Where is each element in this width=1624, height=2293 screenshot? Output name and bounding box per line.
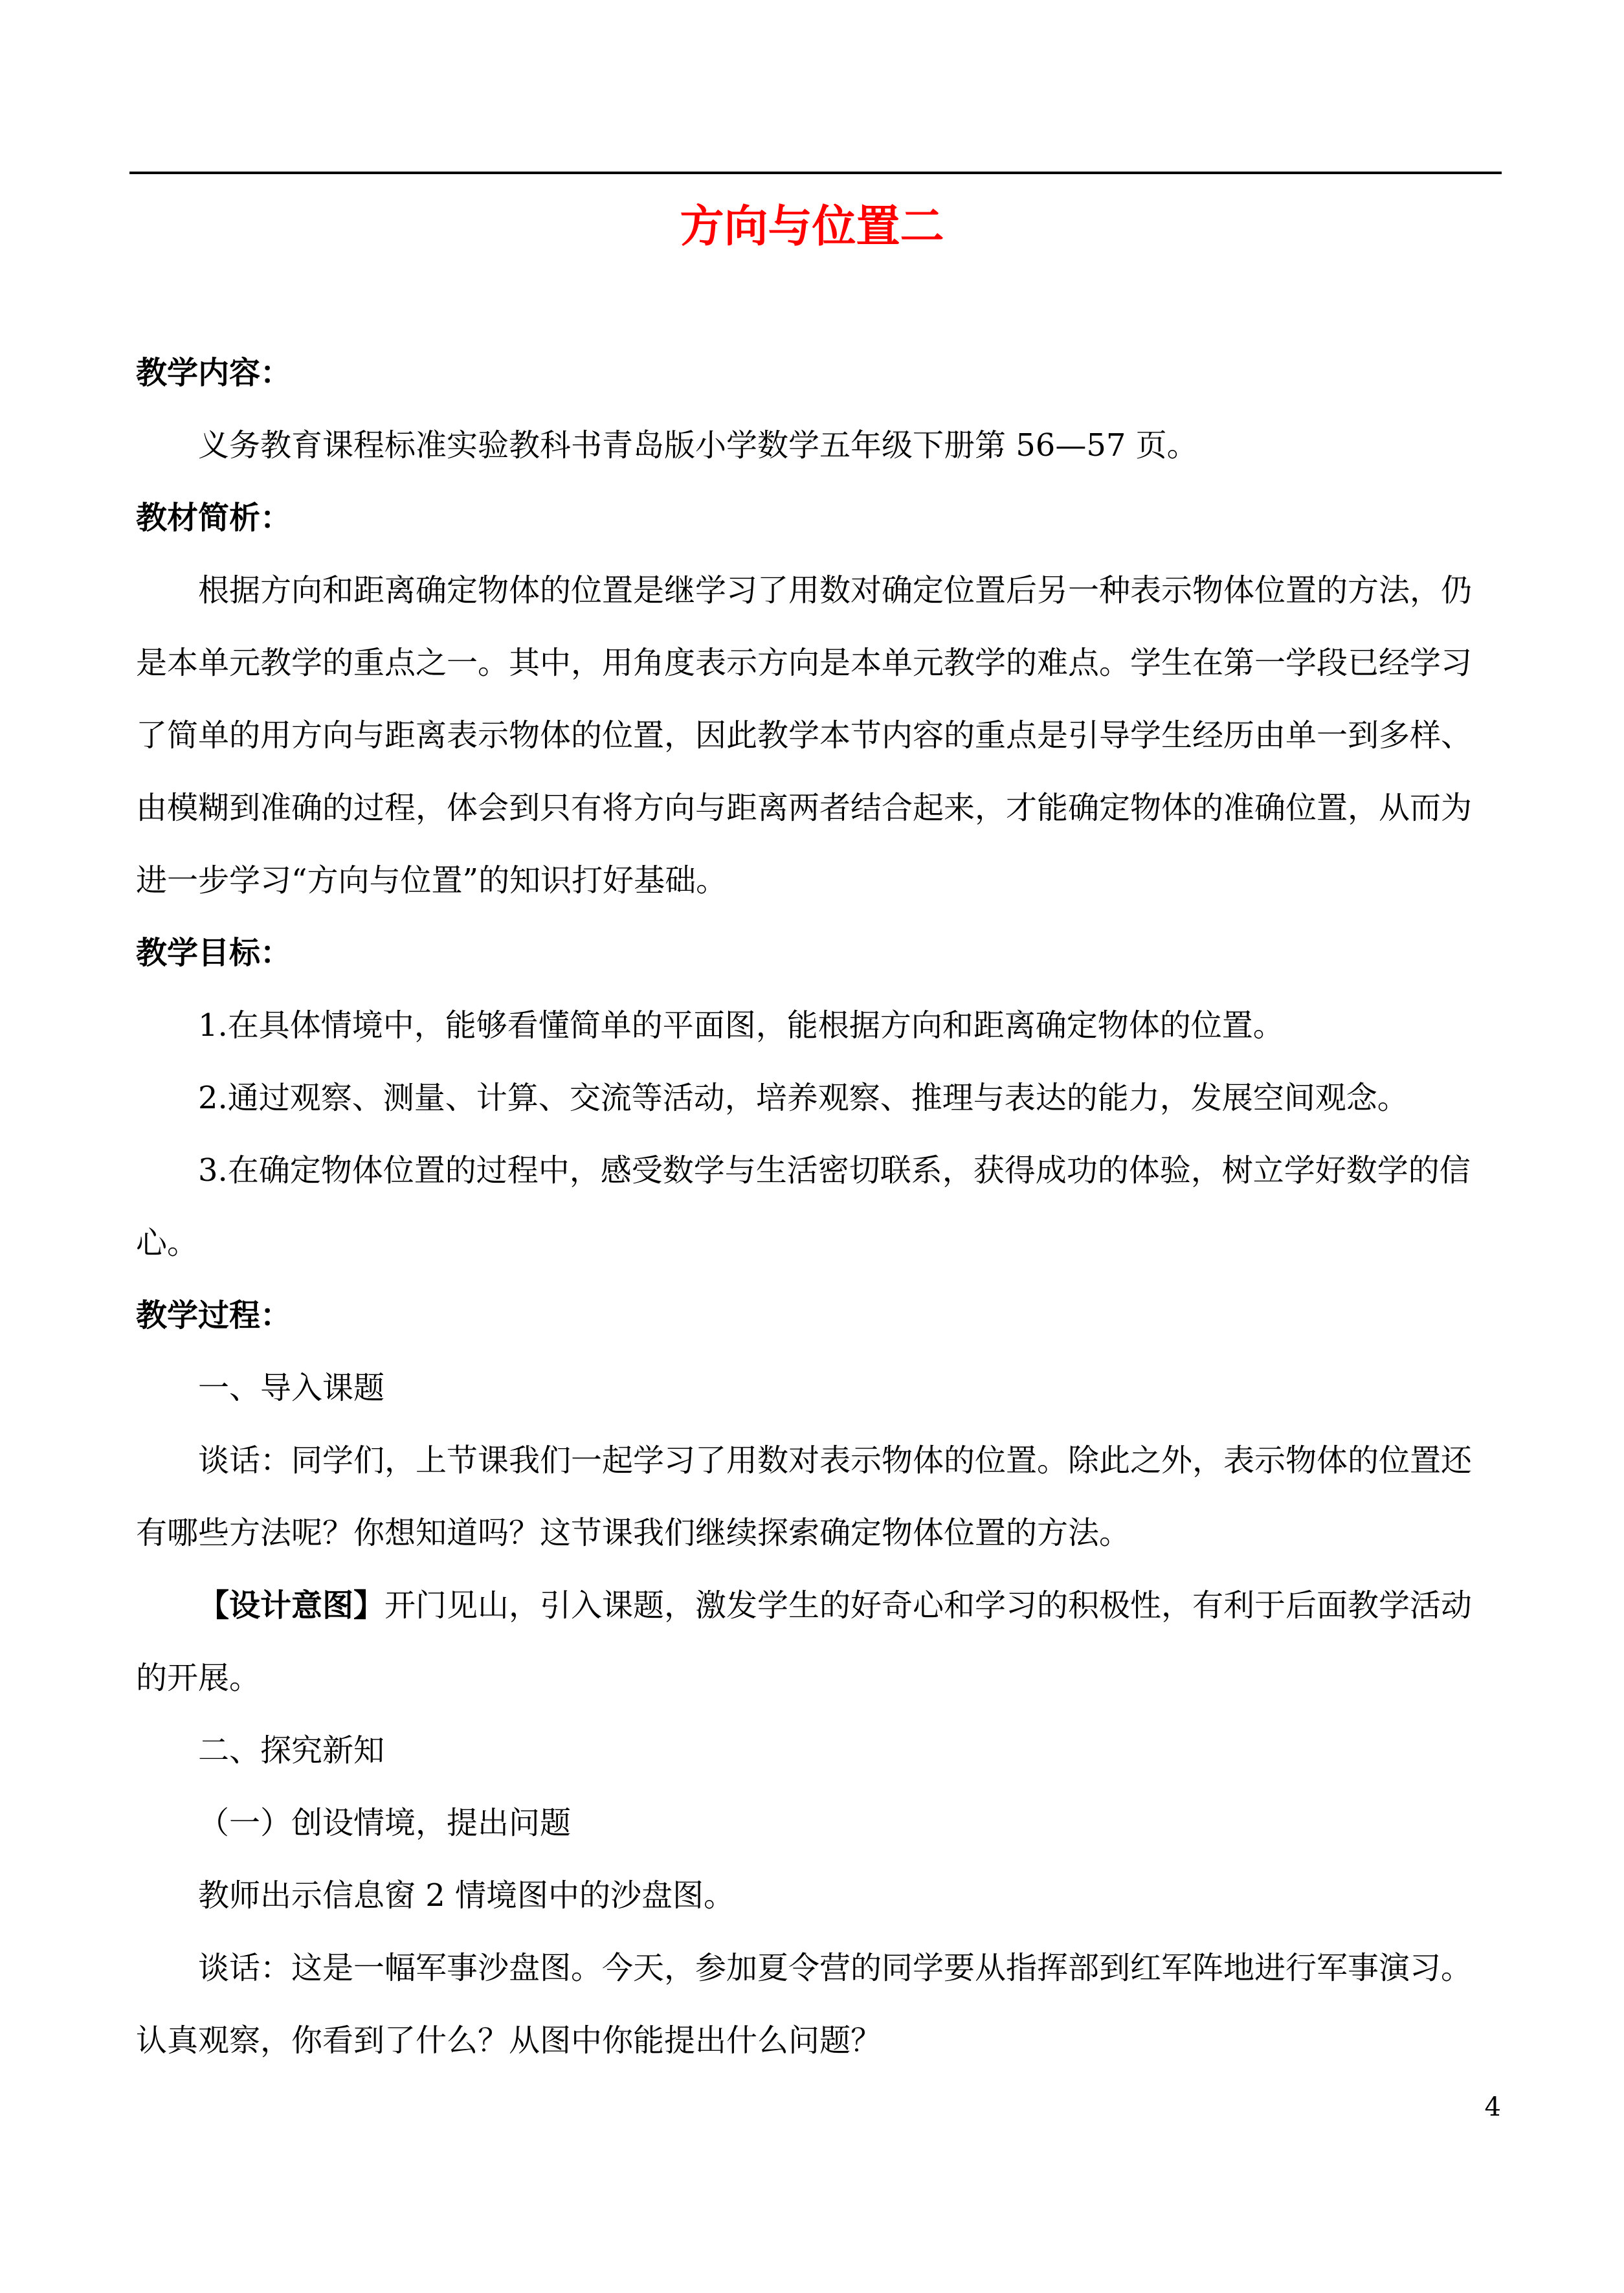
- section-heading-analysis: 教材简析：: [136, 500, 292, 536]
- goal-item-1: 1.在具体情境中，能够看懂简单的平面图，能根据方向和距离确定物体的位置。: [198, 1007, 1284, 1044]
- section-heading-process: 教学过程：: [136, 1297, 292, 1334]
- section-heading-goals: 教学目标：: [136, 935, 292, 971]
- design-intent-label: 【设计意图】: [198, 1587, 385, 1624]
- page-number: 4: [1484, 2092, 1501, 2122]
- paragraph-talk-1: 谈话：同学们，上节课我们一起学习了用数对表示物体的位置。除此之外，表示物体的位置还有哪些方法呢？你想知道吗？这节课我们继续探索确定物体位置的方法。: [136, 1442, 1473, 1551]
- section-heading-content: 教学内容：: [136, 355, 292, 391]
- goal-item-3: 3.在确定物体位置的过程中，感受数学与生活密切联系，获得成功的体验，树立学好数学的信心。: [136, 1152, 1471, 1261]
- paragraph-content: 义务教育课程标准实验教科书青岛版小学数学五年级下册第 56—57 页。: [198, 427, 1198, 464]
- step-heading-1: 一、导入课题: [198, 1370, 385, 1406]
- page-title: 方向与位置二: [680, 201, 944, 252]
- goal-item-2: 2.通过观察、测量、计算、交流等活动，培养观察、推理与表达的能力，发展空间观念。: [198, 1080, 1408, 1116]
- sub-heading-1: （一）创设情境，提出问题: [198, 1805, 572, 1841]
- paragraph-talk-2: 谈话：这是一幅军事沙盘图。今天，参加夏令营的同学要从指挥部到红军阵地进行军事演习。认真观察，你看到了什么？从图中你能提出什么问题？: [136, 1950, 1473, 2059]
- step-heading-2: 二、探究新知: [198, 1732, 385, 1769]
- header-rule: [129, 172, 1502, 174]
- design-intent-text: 开门见山，引入课题，激发学生的好奇心和学习的积极性，有利于后面教学活动的开展。: [136, 1587, 1473, 1696]
- paragraph-design-intent: [136, 1569, 1502, 1714]
- paragraph-analysis: 根据方向和距离确定物体的位置是继学习了用数对确定位置后另一种表示物体位置的方法，仍是本单元教学的重点之一。其中，用角度表示方向是本单元教学的难点。学生在第一学段已经学习了简单的用方向与距离表示物体的位置，因此教学本节内容的重点是引导学生经历由单一到多样、由模糊到准确的过程，体会到只有将方向与距离两者结合起来，才能确定物体的准确位置，从而为进一步学习“方向与位置”的知识打好基础。: [136, 572, 1473, 899]
- document-body: [136, 337, 1502, 2077]
- paragraph-show: 教师出示信息窗 2 情境图中的沙盘图。: [198, 1877, 735, 1914]
